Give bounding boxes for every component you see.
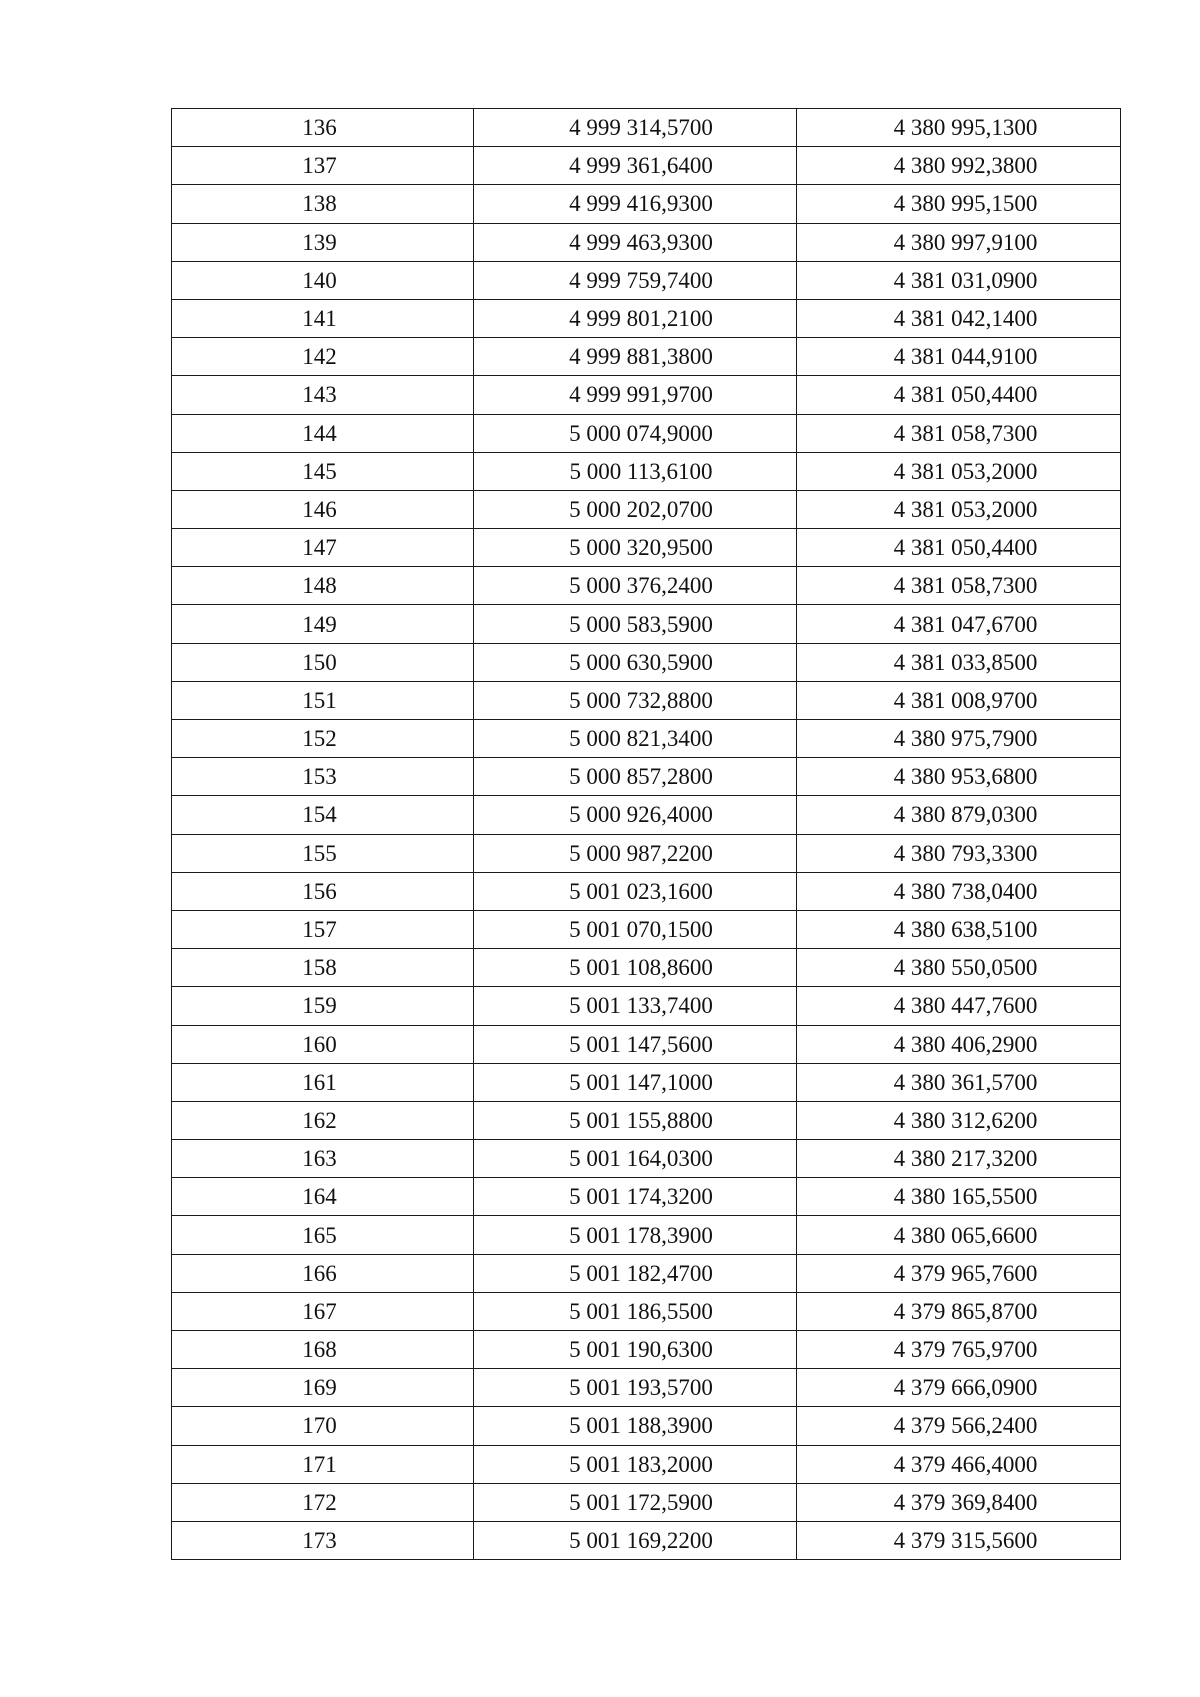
y-coordinate-cell: 4 381 031,0900 xyxy=(797,261,1121,299)
table-row xyxy=(172,1369,1121,1407)
y-coordinate-cell: 4 381 008,9700 xyxy=(797,681,1121,719)
y-coordinate-cell: 4 380 638,5100 xyxy=(797,910,1121,948)
y-coordinate-cell: 4 380 065,6600 xyxy=(797,1216,1121,1254)
x-coordinate-cell: 5 001 172,5900 xyxy=(474,1483,797,1521)
x-coordinate-cell: 5 001 183,2000 xyxy=(474,1445,797,1483)
point-number-cell: 144 xyxy=(172,414,474,452)
point-number-cell: 155 xyxy=(172,834,474,872)
point-number-cell: 168 xyxy=(172,1331,474,1369)
x-coordinate-cell: 5 001 155,8800 xyxy=(474,1101,797,1139)
y-coordinate-cell: 4 380 793,3300 xyxy=(797,834,1121,872)
table-row xyxy=(172,1063,1121,1101)
point-number-cell: 141 xyxy=(172,299,474,337)
table-row xyxy=(172,796,1121,834)
x-coordinate-cell: 5 001 147,5600 xyxy=(474,1025,797,1063)
table-row xyxy=(172,1025,1121,1063)
y-coordinate-cell: 4 379 466,4000 xyxy=(797,1445,1121,1483)
point-number-cell: 158 xyxy=(172,949,474,987)
x-coordinate-cell: 5 000 857,2800 xyxy=(474,758,797,796)
x-coordinate-cell: 5 000 732,8800 xyxy=(474,681,797,719)
point-number-cell: 159 xyxy=(172,987,474,1025)
x-coordinate-cell: 5 000 926,4000 xyxy=(474,796,797,834)
x-coordinate-cell: 4 999 991,9700 xyxy=(474,376,797,414)
table-row xyxy=(172,949,1121,987)
x-coordinate-cell: 5 001 188,3900 xyxy=(474,1407,797,1445)
y-coordinate-cell: 4 380 995,1300 xyxy=(797,109,1121,147)
point-number-cell: 170 xyxy=(172,1407,474,1445)
point-number-cell: 160 xyxy=(172,1025,474,1063)
table-row xyxy=(172,338,1121,376)
point-number-cell: 136 xyxy=(172,109,474,147)
x-coordinate-cell: 5 000 376,2400 xyxy=(474,567,797,605)
y-coordinate-cell: 4 381 047,6700 xyxy=(797,605,1121,643)
table-row xyxy=(172,1483,1121,1521)
point-number-cell: 148 xyxy=(172,567,474,605)
table-row xyxy=(172,567,1121,605)
y-coordinate-cell: 4 380 975,7900 xyxy=(797,720,1121,758)
y-coordinate-cell: 4 379 315,5600 xyxy=(797,1521,1121,1559)
table-row xyxy=(172,720,1121,758)
x-coordinate-cell: 5 001 190,6300 xyxy=(474,1331,797,1369)
point-number-cell: 171 xyxy=(172,1445,474,1483)
point-number-cell: 172 xyxy=(172,1483,474,1521)
table-row xyxy=(172,605,1121,643)
table-row xyxy=(172,376,1121,414)
y-coordinate-cell: 4 381 050,4400 xyxy=(797,529,1121,567)
y-coordinate-cell: 4 379 865,8700 xyxy=(797,1292,1121,1330)
x-coordinate-cell: 4 999 801,2100 xyxy=(474,299,797,337)
point-number-cell: 156 xyxy=(172,872,474,910)
y-coordinate-cell: 4 379 369,8400 xyxy=(797,1483,1121,1521)
point-number-cell: 145 xyxy=(172,452,474,490)
table-row xyxy=(172,910,1121,948)
table-row xyxy=(172,414,1121,452)
x-coordinate-cell: 5 000 630,5900 xyxy=(474,643,797,681)
table-row xyxy=(172,529,1121,567)
x-coordinate-cell: 5 001 193,5700 xyxy=(474,1369,797,1407)
y-coordinate-cell: 4 381 050,4400 xyxy=(797,376,1121,414)
table-row xyxy=(172,643,1121,681)
x-coordinate-cell: 5 000 987,2200 xyxy=(474,834,797,872)
x-coordinate-cell: 5 000 821,3400 xyxy=(474,720,797,758)
y-coordinate-cell: 4 379 965,7600 xyxy=(797,1254,1121,1292)
point-number-cell: 142 xyxy=(172,338,474,376)
point-number-cell: 173 xyxy=(172,1521,474,1559)
y-coordinate-cell: 4 380 879,0300 xyxy=(797,796,1121,834)
x-coordinate-cell: 4 999 314,5700 xyxy=(474,109,797,147)
point-number-cell: 169 xyxy=(172,1369,474,1407)
y-coordinate-cell: 4 380 447,7600 xyxy=(797,987,1121,1025)
table-row xyxy=(172,681,1121,719)
y-coordinate-cell: 4 379 566,2400 xyxy=(797,1407,1121,1445)
coordinates-table-body xyxy=(172,109,1121,1560)
point-number-cell: 163 xyxy=(172,1140,474,1178)
table-row xyxy=(172,109,1121,147)
x-coordinate-cell: 5 001 070,1500 xyxy=(474,910,797,948)
table-row xyxy=(172,872,1121,910)
point-number-cell: 164 xyxy=(172,1178,474,1216)
point-number-cell: 157 xyxy=(172,910,474,948)
y-coordinate-cell: 4 381 053,2000 xyxy=(797,490,1121,528)
table-row xyxy=(172,1521,1121,1559)
x-coordinate-cell: 5 000 320,9500 xyxy=(474,529,797,567)
x-coordinate-cell: 5 001 147,1000 xyxy=(474,1063,797,1101)
x-coordinate-cell: 5 001 164,0300 xyxy=(474,1140,797,1178)
table-row xyxy=(172,834,1121,872)
table-row xyxy=(172,1178,1121,1216)
coordinates-table xyxy=(171,108,1121,1560)
point-number-cell: 140 xyxy=(172,261,474,299)
y-coordinate-cell: 4 380 217,3200 xyxy=(797,1140,1121,1178)
table-row xyxy=(172,185,1121,223)
x-coordinate-cell: 4 999 881,3800 xyxy=(474,338,797,376)
point-number-cell: 151 xyxy=(172,681,474,719)
point-number-cell: 137 xyxy=(172,147,474,185)
table-row xyxy=(172,1407,1121,1445)
table-row xyxy=(172,490,1121,528)
x-coordinate-cell: 5 001 186,5500 xyxy=(474,1292,797,1330)
point-number-cell: 147 xyxy=(172,529,474,567)
point-number-cell: 167 xyxy=(172,1292,474,1330)
table-row xyxy=(172,452,1121,490)
table-row xyxy=(172,261,1121,299)
point-number-cell: 146 xyxy=(172,490,474,528)
table-row xyxy=(172,1254,1121,1292)
point-number-cell: 161 xyxy=(172,1063,474,1101)
x-coordinate-cell: 4 999 759,7400 xyxy=(474,261,797,299)
x-coordinate-cell: 5 001 178,3900 xyxy=(474,1216,797,1254)
point-number-cell: 149 xyxy=(172,605,474,643)
table-row xyxy=(172,1216,1121,1254)
y-coordinate-cell: 4 381 042,1400 xyxy=(797,299,1121,337)
x-coordinate-cell: 5 000 074,9000 xyxy=(474,414,797,452)
x-coordinate-cell: 5 001 174,3200 xyxy=(474,1178,797,1216)
point-number-cell: 143 xyxy=(172,376,474,414)
y-coordinate-cell: 4 380 992,3800 xyxy=(797,147,1121,185)
x-coordinate-cell: 5 001 133,7400 xyxy=(474,987,797,1025)
x-coordinate-cell: 5 001 169,2200 xyxy=(474,1521,797,1559)
point-number-cell: 139 xyxy=(172,223,474,261)
y-coordinate-cell: 4 379 765,9700 xyxy=(797,1331,1121,1369)
point-number-cell: 150 xyxy=(172,643,474,681)
table-row xyxy=(172,299,1121,337)
y-coordinate-cell: 4 380 738,0400 xyxy=(797,872,1121,910)
y-coordinate-cell: 4 380 550,0500 xyxy=(797,949,1121,987)
y-coordinate-cell: 4 380 997,9100 xyxy=(797,223,1121,261)
y-coordinate-cell: 4 381 058,7300 xyxy=(797,414,1121,452)
x-coordinate-cell: 4 999 361,6400 xyxy=(474,147,797,185)
y-coordinate-cell: 4 381 033,8500 xyxy=(797,643,1121,681)
point-number-cell: 166 xyxy=(172,1254,474,1292)
x-coordinate-cell: 4 999 463,9300 xyxy=(474,223,797,261)
y-coordinate-cell: 4 380 361,5700 xyxy=(797,1063,1121,1101)
x-coordinate-cell: 5 001 023,1600 xyxy=(474,872,797,910)
table-row xyxy=(172,147,1121,185)
y-coordinate-cell: 4 380 953,6800 xyxy=(797,758,1121,796)
table-row xyxy=(172,1140,1121,1178)
y-coordinate-cell: 4 381 053,2000 xyxy=(797,452,1121,490)
x-coordinate-cell: 5 000 202,0700 xyxy=(474,490,797,528)
y-coordinate-cell: 4 379 666,0900 xyxy=(797,1369,1121,1407)
point-number-cell: 153 xyxy=(172,758,474,796)
x-coordinate-cell: 5 001 182,4700 xyxy=(474,1254,797,1292)
x-coordinate-cell: 5 000 113,6100 xyxy=(474,452,797,490)
table-row xyxy=(172,1445,1121,1483)
point-number-cell: 154 xyxy=(172,796,474,834)
x-coordinate-cell: 5 001 108,8600 xyxy=(474,949,797,987)
x-coordinate-cell: 4 999 416,9300 xyxy=(474,185,797,223)
y-coordinate-cell: 4 380 312,6200 xyxy=(797,1101,1121,1139)
x-coordinate-cell: 5 000 583,5900 xyxy=(474,605,797,643)
y-coordinate-cell: 4 381 044,9100 xyxy=(797,338,1121,376)
point-number-cell: 138 xyxy=(172,185,474,223)
point-number-cell: 165 xyxy=(172,1216,474,1254)
y-coordinate-cell: 4 380 165,5500 xyxy=(797,1178,1121,1216)
table-row xyxy=(172,1331,1121,1369)
y-coordinate-cell: 4 380 995,1500 xyxy=(797,185,1121,223)
point-number-cell: 162 xyxy=(172,1101,474,1139)
y-coordinate-cell: 4 380 406,2900 xyxy=(797,1025,1121,1063)
table-row xyxy=(172,1101,1121,1139)
table-row xyxy=(172,1292,1121,1330)
point-number-cell: 152 xyxy=(172,720,474,758)
y-coordinate-cell: 4 381 058,7300 xyxy=(797,567,1121,605)
table-row xyxy=(172,987,1121,1025)
table-row xyxy=(172,758,1121,796)
table-row xyxy=(172,223,1121,261)
